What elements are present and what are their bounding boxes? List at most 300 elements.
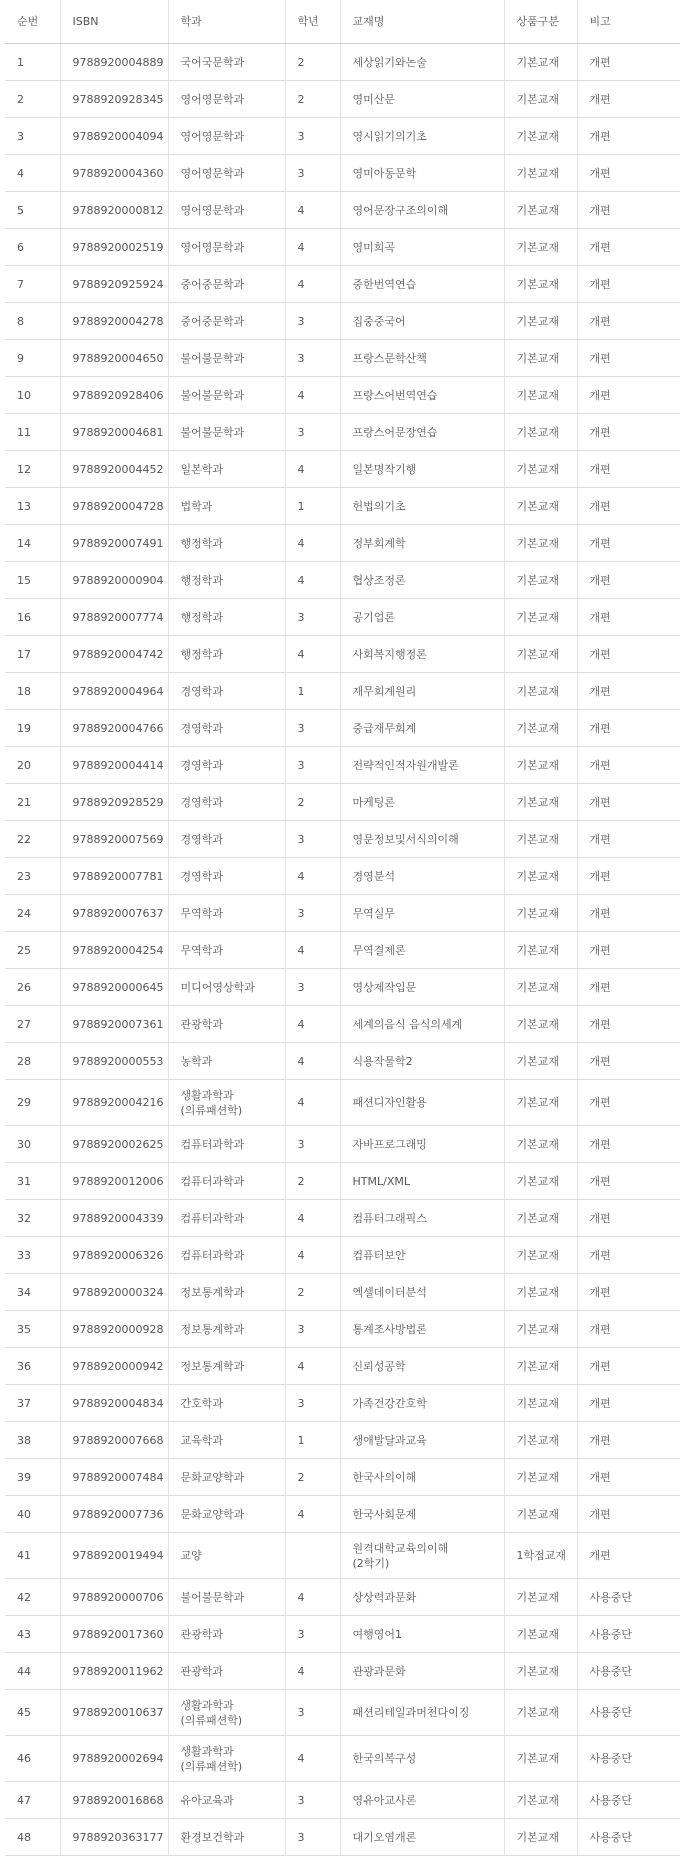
cell-grade: 3	[285, 710, 340, 747]
cell-product-type: 기본교재	[504, 932, 577, 969]
table-row	[5, 192, 680, 229]
cell-grade: 2	[285, 44, 340, 81]
cell-product-type: 기본교재	[504, 414, 577, 451]
cell-grade: 4	[285, 229, 340, 266]
cell-isbn: 9788920004889	[60, 44, 168, 81]
cell-no: 38	[5, 1422, 60, 1459]
cell-note: 개편	[577, 636, 680, 673]
cell-note: 개편	[577, 1200, 680, 1237]
table-row	[5, 1200, 680, 1237]
cell-grade: 3	[285, 340, 340, 377]
cell-department: 미디어영상학과	[168, 969, 285, 1006]
cell-title: 컴퓨터보안	[340, 1237, 504, 1274]
cell-no: 4	[5, 155, 60, 192]
cell-department: 영어영문학과	[168, 81, 285, 118]
cell-department: 중어중문학과	[168, 266, 285, 303]
cell-note: 개편	[577, 1237, 680, 1274]
cell-product-type: 기본교재	[504, 1736, 577, 1782]
cell-title: 패션리테일과머천다이징	[340, 1690, 504, 1736]
cell-grade: 4	[285, 1496, 340, 1533]
cell-note: 개편	[577, 303, 680, 340]
header-title: 교재명	[340, 0, 504, 44]
cell-product-type: 기본교재	[504, 1348, 577, 1385]
cell-no: 41	[5, 1533, 60, 1579]
cell-isbn: 9788920000706	[60, 1579, 168, 1616]
cell-product-type: 기본교재	[504, 377, 577, 414]
cell-department: 컴퓨터과학과	[168, 1126, 285, 1163]
cell-department: 정보통계학과	[168, 1348, 285, 1385]
table-row	[5, 1311, 680, 1348]
cell-note: 개편	[577, 599, 680, 636]
cell-department: 컴퓨터과학과	[168, 1200, 285, 1237]
cell-grade: 4	[285, 1237, 340, 1274]
table-row	[5, 1274, 680, 1311]
table-row	[5, 488, 680, 525]
cell-department: 영어영문학과	[168, 229, 285, 266]
cell-title: 식용작물학2	[340, 1043, 504, 1080]
cell-grade: 4	[285, 1080, 340, 1126]
cell-isbn: 9788920928406	[60, 377, 168, 414]
cell-isbn: 9788920004339	[60, 1200, 168, 1237]
cell-title: 영미희곡	[340, 229, 504, 266]
cell-isbn: 9788920002625	[60, 1126, 168, 1163]
cell-product-type: 기본교재	[504, 710, 577, 747]
cell-grade: 4	[285, 1736, 340, 1782]
cell-isbn: 9788920007361	[60, 1006, 168, 1043]
cell-department: 정보통계학과	[168, 1311, 285, 1348]
cell-note: 개편	[577, 1311, 680, 1348]
cell-isbn: 9788920010637	[60, 1690, 168, 1736]
cell-note: 개편	[577, 1043, 680, 1080]
cell-title: 무역결제론	[340, 932, 504, 969]
cell-product-type: 기본교재	[504, 303, 577, 340]
table-row	[5, 562, 680, 599]
cell-department: 법학과	[168, 488, 285, 525]
cell-no: 18	[5, 673, 60, 710]
cell-grade: 4	[285, 266, 340, 303]
cell-department: 국어국문학과	[168, 44, 285, 81]
cell-note: 개편	[577, 155, 680, 192]
header-department: 학과	[168, 0, 285, 44]
cell-grade: 4	[285, 858, 340, 895]
cell-no: 47	[5, 1782, 60, 1819]
table-row	[5, 747, 680, 784]
cell-title: 영문정보및서식의이해	[340, 821, 504, 858]
cell-grade: 4	[285, 1200, 340, 1237]
cell-note: 개편	[577, 488, 680, 525]
cell-department: 무역학과	[168, 932, 285, 969]
cell-department: 불어불문학과	[168, 1579, 285, 1616]
table-row	[5, 599, 680, 636]
textbook-table	[5, 0, 680, 1856]
cell-department: 경영학과	[168, 673, 285, 710]
cell-department: 행정학과	[168, 562, 285, 599]
cell-department: 영어영문학과	[168, 192, 285, 229]
cell-note: 사용중단	[577, 1690, 680, 1736]
cell-product-type: 기본교재	[504, 1819, 577, 1856]
cell-no: 21	[5, 784, 60, 821]
cell-note: 개편	[577, 858, 680, 895]
cell-isbn: 9788920000812	[60, 192, 168, 229]
cell-product-type: 기본교재	[504, 1126, 577, 1163]
cell-title: 통계조사방법론	[340, 1311, 504, 1348]
cell-note: 개편	[577, 266, 680, 303]
table-row	[5, 895, 680, 932]
cell-grade: 3	[285, 118, 340, 155]
cell-product-type: 기본교재	[504, 1006, 577, 1043]
cell-no: 26	[5, 969, 60, 1006]
cell-grade: 3	[285, 599, 340, 636]
cell-product-type: 기본교재	[504, 1200, 577, 1237]
cell-isbn: 9788920002694	[60, 1736, 168, 1782]
cell-product-type: 기본교재	[504, 1496, 577, 1533]
table-row	[5, 1496, 680, 1533]
cell-note: 개편	[577, 229, 680, 266]
cell-isbn: 9788920007491	[60, 525, 168, 562]
cell-title: 헌법의기초	[340, 488, 504, 525]
cell-department: 경영학과	[168, 710, 285, 747]
cell-isbn: 9788920004681	[60, 414, 168, 451]
cell-department: 교육학과	[168, 1422, 285, 1459]
table-row	[5, 1237, 680, 1274]
cell-isbn: 9788920004742	[60, 636, 168, 673]
cell-product-type: 기본교재	[504, 747, 577, 784]
cell-department: 영어영문학과	[168, 118, 285, 155]
cell-department: 일본학과	[168, 451, 285, 488]
cell-product-type: 기본교재	[504, 1579, 577, 1616]
cell-isbn: 9788920007774	[60, 599, 168, 636]
cell-grade	[285, 1533, 340, 1579]
cell-product-type: 기본교재	[504, 155, 577, 192]
table-row	[5, 451, 680, 488]
cell-product-type: 기본교재	[504, 562, 577, 599]
cell-no: 3	[5, 118, 60, 155]
cell-note: 개편	[577, 414, 680, 451]
cell-note: 개편	[577, 377, 680, 414]
cell-note: 개편	[577, 118, 680, 155]
cell-isbn: 9788920004766	[60, 710, 168, 747]
table-row	[5, 1690, 680, 1736]
table-row	[5, 1782, 680, 1819]
cell-product-type: 기본교재	[504, 1163, 577, 1200]
cell-product-type: 1학점교재	[504, 1533, 577, 1579]
cell-note: 개편	[577, 673, 680, 710]
cell-department: 행정학과	[168, 599, 285, 636]
cell-note: 개편	[577, 192, 680, 229]
header-no: 순번	[5, 0, 60, 44]
cell-note: 사용중단	[577, 1819, 680, 1856]
cell-department: 교양	[168, 1533, 285, 1579]
cell-department: 경영학과	[168, 784, 285, 821]
cell-title: HTML/XML	[340, 1163, 504, 1200]
cell-note: 사용중단	[577, 1653, 680, 1690]
cell-no: 2	[5, 81, 60, 118]
table-row	[5, 1043, 680, 1080]
cell-isbn: 9788920007484	[60, 1459, 168, 1496]
cell-title: 중한번역연습	[340, 266, 504, 303]
cell-note: 개편	[577, 1006, 680, 1043]
cell-note: 개편	[577, 784, 680, 821]
cell-isbn: 9788920004728	[60, 488, 168, 525]
cell-department: 행정학과	[168, 636, 285, 673]
cell-product-type: 기본교재	[504, 673, 577, 710]
cell-isbn: 9788920004360	[60, 155, 168, 192]
cell-no: 27	[5, 1006, 60, 1043]
cell-note: 개편	[577, 451, 680, 488]
cell-title: 중급재무회계	[340, 710, 504, 747]
cell-title: 원격대학교육의이해 (2학기)	[340, 1533, 504, 1579]
table-body	[5, 44, 680, 1856]
cell-title: 공기업론	[340, 599, 504, 636]
cell-product-type: 기본교재	[504, 1311, 577, 1348]
cell-note: 사용중단	[577, 1782, 680, 1819]
cell-title: 프랑스문학산책	[340, 340, 504, 377]
cell-title: 신뢰성공학	[340, 1348, 504, 1385]
table-row	[5, 1579, 680, 1616]
cell-department: 불어불문학과	[168, 340, 285, 377]
cell-no: 20	[5, 747, 60, 784]
cell-isbn: 9788920007668	[60, 1422, 168, 1459]
cell-product-type: 기본교재	[504, 821, 577, 858]
cell-grade: 1	[285, 673, 340, 710]
cell-note: 개편	[577, 710, 680, 747]
cell-no: 44	[5, 1653, 60, 1690]
cell-isbn: 9788920004452	[60, 451, 168, 488]
cell-title: 세계의음식 음식의세계	[340, 1006, 504, 1043]
cell-grade: 4	[285, 451, 340, 488]
cell-isbn: 9788920928345	[60, 81, 168, 118]
cell-isbn: 9788920002519	[60, 229, 168, 266]
cell-grade: 3	[285, 747, 340, 784]
cell-no: 22	[5, 821, 60, 858]
table-row	[5, 1080, 680, 1126]
cell-no: 37	[5, 1385, 60, 1422]
cell-isbn: 9788920004834	[60, 1385, 168, 1422]
cell-isbn: 9788920004650	[60, 340, 168, 377]
cell-department: 컴퓨터과학과	[168, 1163, 285, 1200]
cell-no: 43	[5, 1616, 60, 1653]
cell-isbn: 9788920004254	[60, 932, 168, 969]
cell-grade: 4	[285, 636, 340, 673]
table-row	[5, 414, 680, 451]
cell-department: 중어중문학과	[168, 303, 285, 340]
cell-title: 사회복지행정론	[340, 636, 504, 673]
cell-grade: 4	[285, 192, 340, 229]
cell-no: 9	[5, 340, 60, 377]
cell-title: 상상력과문화	[340, 1579, 504, 1616]
cell-grade: 3	[285, 969, 340, 1006]
cell-title: 영미산문	[340, 81, 504, 118]
table-row	[5, 1819, 680, 1856]
cell-isbn: 9788920004964	[60, 673, 168, 710]
cell-isbn: 9788920000553	[60, 1043, 168, 1080]
cell-no: 23	[5, 858, 60, 895]
cell-grade: 3	[285, 895, 340, 932]
table-row	[5, 784, 680, 821]
cell-no: 34	[5, 1274, 60, 1311]
cell-department: 경영학과	[168, 821, 285, 858]
cell-no: 15	[5, 562, 60, 599]
table-row	[5, 1348, 680, 1385]
cell-product-type: 기본교재	[504, 1616, 577, 1653]
cell-title: 한국의복구성	[340, 1736, 504, 1782]
table-row	[5, 44, 680, 81]
cell-no: 40	[5, 1496, 60, 1533]
cell-isbn: 9788920007637	[60, 895, 168, 932]
cell-product-type: 기본교재	[504, 1274, 577, 1311]
cell-grade: 3	[285, 1385, 340, 1422]
cell-product-type: 기본교재	[504, 1653, 577, 1690]
cell-isbn: 9788920007569	[60, 821, 168, 858]
cell-no: 45	[5, 1690, 60, 1736]
cell-department: 영어영문학과	[168, 155, 285, 192]
cell-product-type: 기본교재	[504, 192, 577, 229]
table-row	[5, 118, 680, 155]
cell-title: 일본명작기행	[340, 451, 504, 488]
cell-title: 프랑스어문장연습	[340, 414, 504, 451]
cell-department: 관광학과	[168, 1616, 285, 1653]
cell-note: 개편	[577, 1533, 680, 1579]
table-header	[5, 0, 680, 44]
table-row	[5, 1533, 680, 1579]
cell-no: 16	[5, 599, 60, 636]
cell-no: 5	[5, 192, 60, 229]
cell-no: 6	[5, 229, 60, 266]
cell-note: 개편	[577, 932, 680, 969]
cell-grade: 3	[285, 1782, 340, 1819]
cell-no: 31	[5, 1163, 60, 1200]
table-row	[5, 1385, 680, 1422]
cell-note: 개편	[577, 81, 680, 118]
cell-grade: 4	[285, 1653, 340, 1690]
cell-isbn: 9788920000928	[60, 1311, 168, 1348]
header-isbn: ISBN	[60, 0, 168, 44]
table-row	[5, 303, 680, 340]
cell-department: 무역학과	[168, 895, 285, 932]
cell-title: 패션디자인활용	[340, 1080, 504, 1126]
table-row	[5, 673, 680, 710]
cell-grade: 3	[285, 1311, 340, 1348]
cell-no: 11	[5, 414, 60, 451]
cell-no: 14	[5, 525, 60, 562]
table-row	[5, 710, 680, 747]
cell-title: 생애발달과교육	[340, 1422, 504, 1459]
cell-title: 영상제작입문	[340, 969, 504, 1006]
cell-grade: 4	[285, 525, 340, 562]
header-grade: 학년	[285, 0, 340, 44]
cell-grade: 3	[285, 1616, 340, 1653]
header-note: 비고	[577, 0, 680, 44]
cell-product-type: 기본교재	[504, 488, 577, 525]
cell-title: 마케팅론	[340, 784, 504, 821]
cell-product-type: 기본교재	[504, 1422, 577, 1459]
cell-department: 문화교양학과	[168, 1496, 285, 1533]
cell-no: 24	[5, 895, 60, 932]
cell-title: 경영분석	[340, 858, 504, 895]
table-row	[5, 266, 680, 303]
header-row	[5, 0, 680, 44]
cell-note: 개편	[577, 1496, 680, 1533]
cell-department: 행정학과	[168, 525, 285, 562]
cell-grade: 3	[285, 155, 340, 192]
table-row	[5, 1616, 680, 1653]
cell-grade: 4	[285, 932, 340, 969]
cell-department: 경영학과	[168, 747, 285, 784]
cell-department: 환경보건학과	[168, 1819, 285, 1856]
cell-product-type: 기본교재	[504, 229, 577, 266]
table-row	[5, 1653, 680, 1690]
cell-grade: 3	[285, 414, 340, 451]
cell-isbn: 9788920000324	[60, 1274, 168, 1311]
cell-isbn: 9788920000645	[60, 969, 168, 1006]
cell-product-type: 기본교재	[504, 599, 577, 636]
cell-product-type: 기본교재	[504, 1080, 577, 1126]
cell-note: 개편	[577, 1126, 680, 1163]
cell-no: 39	[5, 1459, 60, 1496]
cell-grade: 2	[285, 1274, 340, 1311]
table-row	[5, 1126, 680, 1163]
cell-grade: 4	[285, 1006, 340, 1043]
cell-isbn: 9788920004216	[60, 1080, 168, 1126]
cell-grade: 4	[285, 562, 340, 599]
cell-isbn: 9788920363177	[60, 1819, 168, 1856]
cell-grade: 4	[285, 1348, 340, 1385]
cell-isbn: 9788920004094	[60, 118, 168, 155]
cell-title: 전략적인적자원개발론	[340, 747, 504, 784]
cell-note: 개편	[577, 525, 680, 562]
cell-department: 생활과학과 (의류패션학)	[168, 1690, 285, 1736]
cell-grade: 2	[285, 1459, 340, 1496]
cell-title: 무역실무	[340, 895, 504, 932]
cell-title: 영시읽기의기초	[340, 118, 504, 155]
cell-department: 경영학과	[168, 858, 285, 895]
cell-title: 협상조정론	[340, 562, 504, 599]
cell-no: 46	[5, 1736, 60, 1782]
cell-no: 36	[5, 1348, 60, 1385]
cell-isbn: 9788920019494	[60, 1533, 168, 1579]
cell-product-type: 기본교재	[504, 340, 577, 377]
table-row	[5, 932, 680, 969]
cell-product-type: 기본교재	[504, 525, 577, 562]
cell-note: 개편	[577, 1422, 680, 1459]
cell-note: 개편	[577, 562, 680, 599]
cell-no: 8	[5, 303, 60, 340]
cell-note: 개편	[577, 1348, 680, 1385]
table-row	[5, 340, 680, 377]
table-row	[5, 377, 680, 414]
cell-no: 42	[5, 1579, 60, 1616]
cell-department: 불어불문학과	[168, 414, 285, 451]
cell-note: 개편	[577, 1459, 680, 1496]
cell-grade: 2	[285, 81, 340, 118]
cell-grade: 3	[285, 1819, 340, 1856]
cell-grade: 4	[285, 1579, 340, 1616]
cell-no: 30	[5, 1126, 60, 1163]
cell-no: 10	[5, 377, 60, 414]
cell-department: 관광학과	[168, 1006, 285, 1043]
cell-grade: 1	[285, 1422, 340, 1459]
cell-no: 7	[5, 266, 60, 303]
cell-note: 개편	[577, 969, 680, 1006]
table-row	[5, 81, 680, 118]
cell-grade: 3	[285, 1690, 340, 1736]
cell-note: 개편	[577, 1080, 680, 1126]
cell-no: 32	[5, 1200, 60, 1237]
cell-department: 생활과학과 (의류패션학)	[168, 1080, 285, 1126]
cell-isbn: 9788920000904	[60, 562, 168, 599]
cell-grade: 3	[285, 821, 340, 858]
cell-title: 대기오염개론	[340, 1819, 504, 1856]
